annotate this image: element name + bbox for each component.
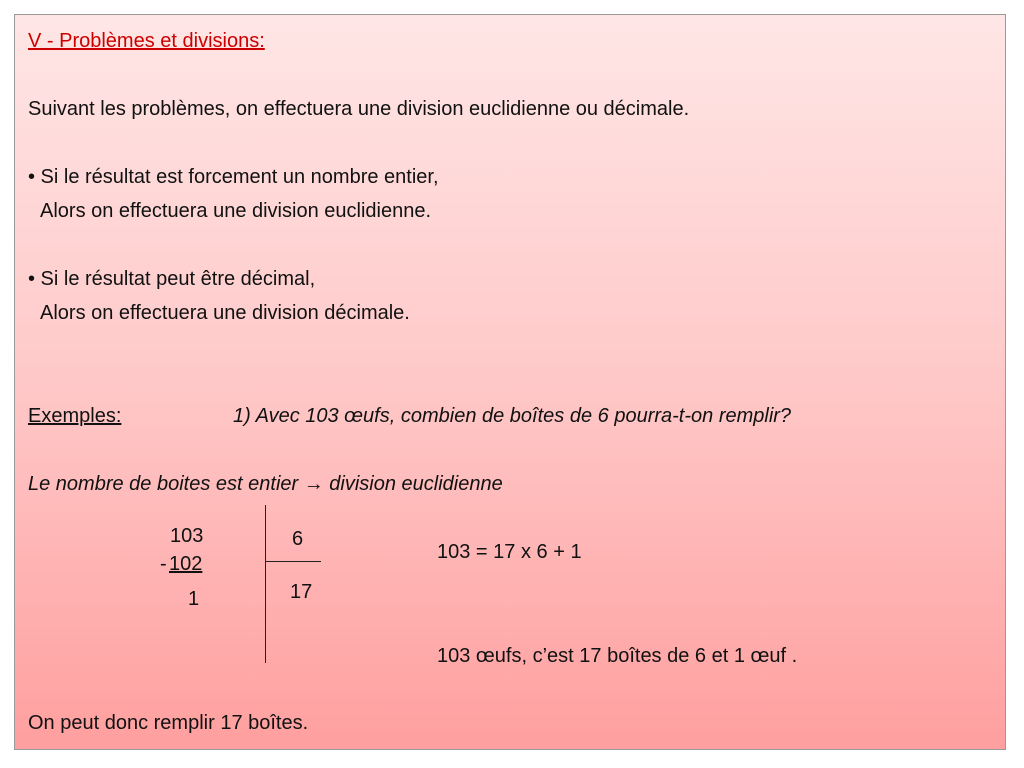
examples-label: Exemples: bbox=[28, 405, 122, 427]
division-horizontal-bar bbox=[265, 561, 321, 562]
equation: 103 = 17 x 6 + 1 bbox=[437, 541, 582, 563]
bullet-2-line-1: • Si le résultat peut être décimal, bbox=[28, 268, 316, 290]
minus-sign: - bbox=[160, 553, 167, 575]
dividend: 103 bbox=[170, 525, 204, 547]
reasoning-text: Le nombre de boites est entier → division euclidienne bbox=[28, 473, 503, 495]
conclusion: On peut donc remplir 17 boîtes. bbox=[28, 712, 309, 734]
bullet-1-line-2: Alors on effectuera une division euclidienne. bbox=[40, 200, 431, 222]
intro-text: Suivant les problèmes, on effectuera une division euclidienne ou décimale. bbox=[28, 98, 690, 120]
slide-title: V - Problèmes et divisions: bbox=[28, 30, 265, 52]
bullet-1-line-1: • Si le résultat est forcement un nombre entier, bbox=[28, 166, 439, 188]
quotient: 17 bbox=[290, 581, 313, 603]
interpretation: 103 œufs, c’est 17 boîtes de 6 et 1 œuf . bbox=[437, 645, 798, 667]
bullet-2-line-2: Alors on effectuera une division décimale. bbox=[40, 302, 410, 324]
example-question: 1) Avec 103 œufs, combien de boîtes de 6 pourra-t-on remplir? bbox=[233, 405, 792, 427]
subtracted-value: 102 bbox=[169, 553, 203, 575]
division-vertical-bar bbox=[265, 505, 266, 663]
remainder: 1 bbox=[188, 588, 200, 610]
divisor: 6 bbox=[292, 528, 304, 550]
slide bbox=[14, 14, 1006, 750]
